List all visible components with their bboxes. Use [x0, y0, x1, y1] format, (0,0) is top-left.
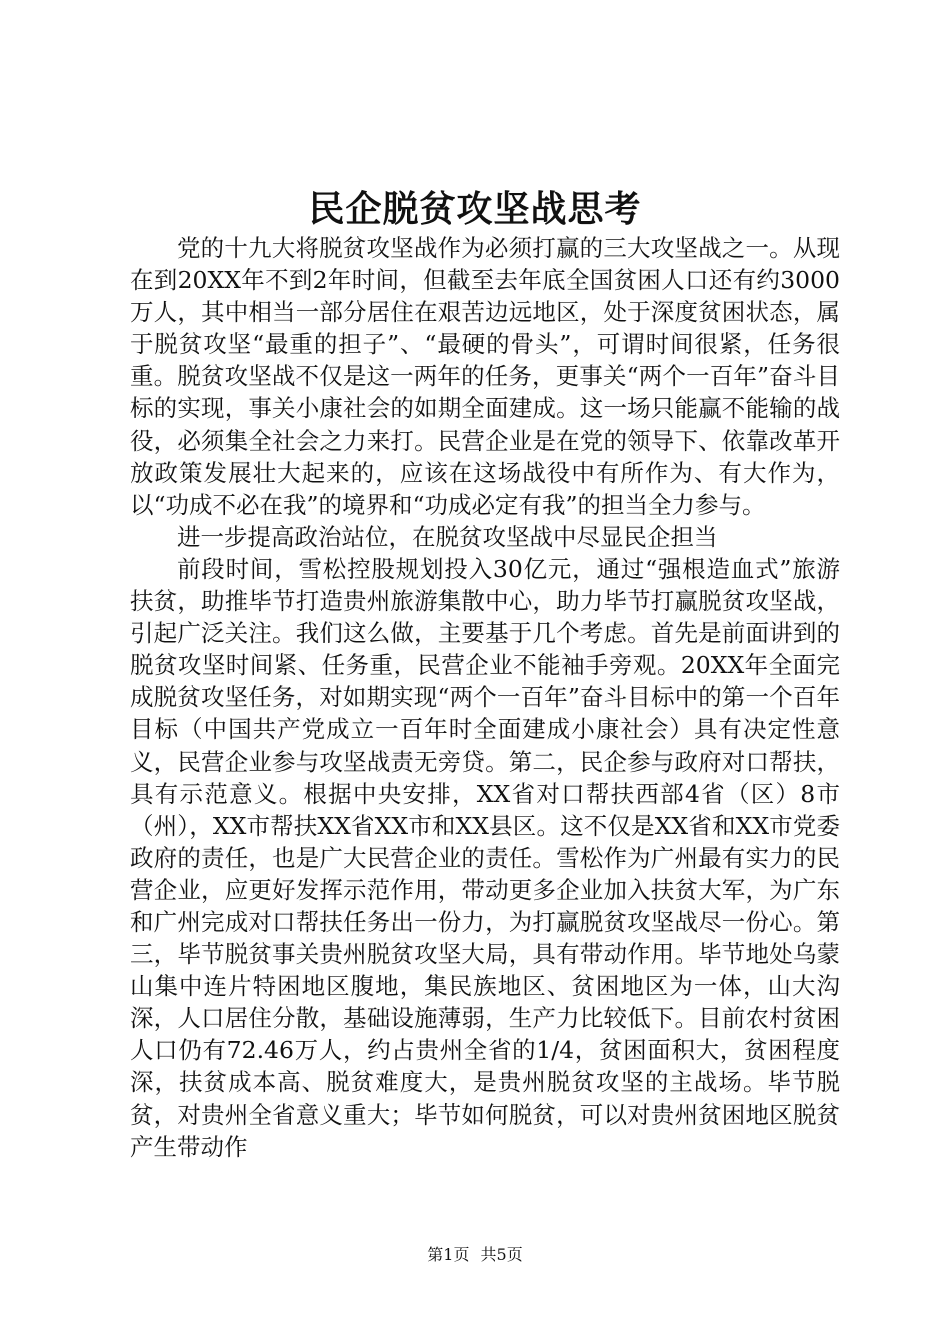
document-title: 民企脱贫攻坚战思考: [308, 188, 642, 230]
document-body: [130, 232, 840, 1163]
paragraph-intro: 党的十九大将脱贫攻坚战作为必须打赢的三大攻坚战之一。从现在到20XX年不到2年时间，但截至去年底全国贫困人口还有约3000万人，其中相当一部分居住在艰苦边远地区，处于深度贫困状态，属于脱贫攻坚“最重的担子”、“最硬的骨头”，可谓时间很紧，任务很重。脱贫攻坚战不仅是这一两年的任务，更事关“两个一百年”奋斗目标的实现，事关小康社会的如期全面建成。这一场只能赢不能输的战役，必须集全社会之力来打。民营企业是在党的领导下、依靠改革开放政策发展壮大起来的，应该在这场战役中有所作为、有大作为，以“功成不必在我”的境界和“功成必定有我”的担当全力参与。: [130, 234, 840, 519]
section-heading: 进一步提高政治站位，在脱贫攻坚战中尽显民企担当: [177, 522, 718, 551]
page-total: 共5页: [480, 1245, 523, 1264]
page-footer: [0, 1243, 950, 1267]
page-number: 第1页: [427, 1245, 470, 1264]
paragraph-xuesong: 前段时间，雪松控股规划投入30亿元，通过“强根造血式”旅游扶贫，助推毕节打造贵州旅游集散中心，助力毕节打赢脱贫攻坚战，引起广泛关注。我们这么做，主要基于几个考虑。首先是前面讲到的脱贫攻坚时间紧、任务重，民营企业不能袖手旁观。20XX年全面完成脱贫攻坚任务，对如期实现“两个一百年”奋斗目标中的第一个百年目标（中国共产党成立一百年时全面建成小康社会）具有决定性意义，民营企业参与攻坚战责无旁贷。第二，民企参与政府对口帮扶，具有示范意义。根据中央安排，XX省对口帮扶西部4省（区）8市（州），XX市帮扶XX省XX市和XX县区。这不仅是XX省和XX市党委政府的责任，也是广大民营企业的责任。雪松作为广州最有实力的民营企业，应更好发挥示范作用，带动更多企业加入扶贫大军，为广东和广州完成对口帮扶任务出一份力，为打赢脱贫攻坚战尽一份心。第三，毕节脱贫事关贵州脱贫攻坚大局，具有带动作用。毕节地处乌蒙山集中连片特困地区腹地，集民族地区、贫困地区为一体，山大沟深，人口居住分散，基础设施薄弱，生产力比较低下。目前农村贫困人口仍有72.46万人，约占贵州全省的1/4，贫困面积大，贫困程度深，扶贫成本高、脱贫难度大，是贵州脱贫攻坚的主战场。毕节脱贫，对贵州全省意义重大；毕节如何脱贫，可以对贵州贫困地区脱贫产生带动作: [130, 554, 840, 1161]
